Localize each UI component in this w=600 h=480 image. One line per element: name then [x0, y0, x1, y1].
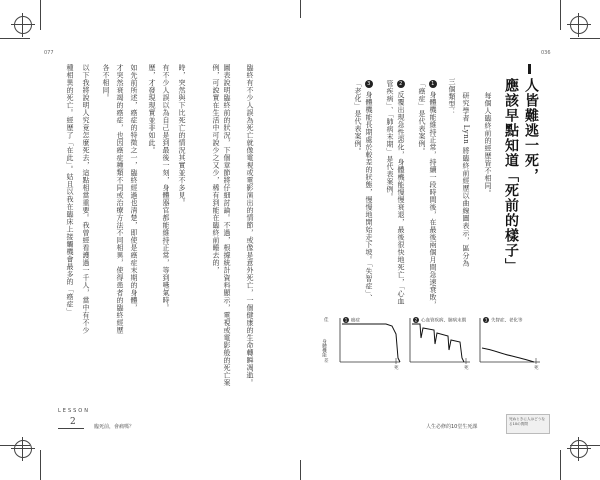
footer-japanese-title-box — [506, 414, 550, 434]
crop-line — [300, 0, 301, 18]
section-title-line1: 人皆難逃一死， — [523, 78, 539, 183]
item-number-badge: 1 — [429, 80, 437, 88]
registration-mark-left — [14, 16, 32, 34]
paragraph: 研究學者 Lynn 將臨終前經歷以曲線圖表示，區分為 — [462, 92, 470, 267]
registration-mark-right — [570, 16, 588, 34]
trajectory-line — [482, 348, 534, 362]
list-item — [416, 80, 438, 310]
footer-book-title: 人生必修的10堂生死課 — [426, 424, 478, 430]
paragraph: 歷，才發現現實並非如此。 — [148, 64, 156, 154]
footer-lesson-label: LESSON — [58, 408, 90, 414]
list-item-text: 身體機能維持正常，持續一段時間後，在最後兩個月間急速衰敗，「癌症」是代表案例。 — [418, 80, 437, 309]
death-label: 死 — [464, 366, 469, 371]
paragraph: 三個類型： — [448, 78, 456, 116]
footer-japanese-title: 死ぬときに人はどうなる10の質問 — [509, 417, 545, 426]
death-label: 死 — [394, 366, 399, 371]
paragraph: 如先前所述，癌症的特徵之一，臨終經過也清楚，即使是癌症末期的身體， — [130, 64, 138, 312]
section-title-line2: 應該早點知道「死前的樣子」 — [503, 78, 519, 273]
crop-line — [40, 450, 41, 480]
y-top-label: 佳 — [324, 318, 329, 323]
panel-title: 癌症 — [351, 318, 360, 324]
panel-title: 心血管疾病、肺病末期 — [421, 318, 466, 324]
list-item — [384, 80, 406, 310]
crop-line — [300, 460, 301, 480]
trajectory-line — [342, 324, 400, 362]
crop-line — [40, 0, 41, 30]
y-axis-label: 身體機能 — [322, 339, 327, 357]
crop-line — [0, 38, 30, 39]
page-number-right: 036 — [541, 50, 551, 56]
panel-number: 3 — [484, 317, 488, 323]
crop-line — [570, 445, 600, 446]
item-number-badge: 2 — [397, 80, 405, 88]
paragraph: 才突然衰竭的癌症，也因癌症種類不同或治療方法不同相異，使得患者的臨終經歷 — [116, 64, 124, 334]
paragraph: 有不少人誤以為自己是到最後一刻，身體器官都能維持正常，等到嚥氣時。 — [162, 64, 170, 312]
list-item-text: 反覆出現急性惡化，身體機能慢慢衰退，最後很快地死亡，「心血管疾病」、「肺病末期」是代表案例。 — [386, 80, 405, 305]
list-item-text: 身體機能長期處於較差的狀態，慢慢地開始走下坡。「失智症」、「老化」是代表案例。 — [354, 80, 373, 302]
trajectory-line — [412, 324, 464, 362]
crop-line — [560, 450, 561, 480]
crop-line — [560, 0, 561, 30]
panel-title: 失智症、老化等 — [491, 318, 523, 324]
item-number-badge: 3 — [365, 80, 373, 88]
footer-divider — [58, 428, 84, 429]
registration-mark-bottom-left — [14, 440, 32, 458]
page-number-left: 077 — [44, 50, 54, 56]
paragraph: 各不相同。 — [102, 64, 110, 102]
paragraph: 臨終有不少人誤為死亡就像電視或電影演出的情節，或像是意外死亡，一個健康的生命轉瞬凋逝。 — [246, 64, 254, 387]
title-accent-bar — [528, 64, 531, 74]
paragraph: 以下我將說明人究竟怎麼死去，這點相當重要。我曾經看護過一千人，當中有不少 — [82, 64, 90, 334]
footer-lesson-number: 2 — [70, 417, 76, 427]
registration-mark-bottom-right — [570, 440, 588, 458]
list-item — [352, 80, 374, 310]
paragraph: 圖表說明臨終前的狀況，下個章節將仔細討論。不過，根據統計資料顯示，電視或電影般的死亡案例，可說實在生活中可說少之又少，稀有到能在臨終前睡去的， — [212, 64, 231, 387]
paragraph: 每個人臨終前的經歷皆不相同。 — [484, 92, 492, 197]
paragraph: 時，突然與下比死亡的情況其實並不多見。 — [178, 64, 186, 207]
panel-number: 2 — [414, 317, 418, 323]
crop-line — [0, 445, 30, 446]
death-label: 死 — [534, 366, 539, 371]
trajectory-chart — [322, 312, 552, 374]
chart-panels — [340, 317, 540, 371]
y-bottom-label: 差 — [324, 359, 329, 364]
panel-number: 1 — [344, 317, 348, 323]
footer-chapter-title: 臨死前，會痛嗎？ — [94, 424, 135, 430]
crop-line — [570, 38, 600, 39]
paragraph: 種相異的死亡。經歷了「在此」。姑且以我在臨床上接觸機會最多的「癌症」 — [66, 64, 74, 316]
